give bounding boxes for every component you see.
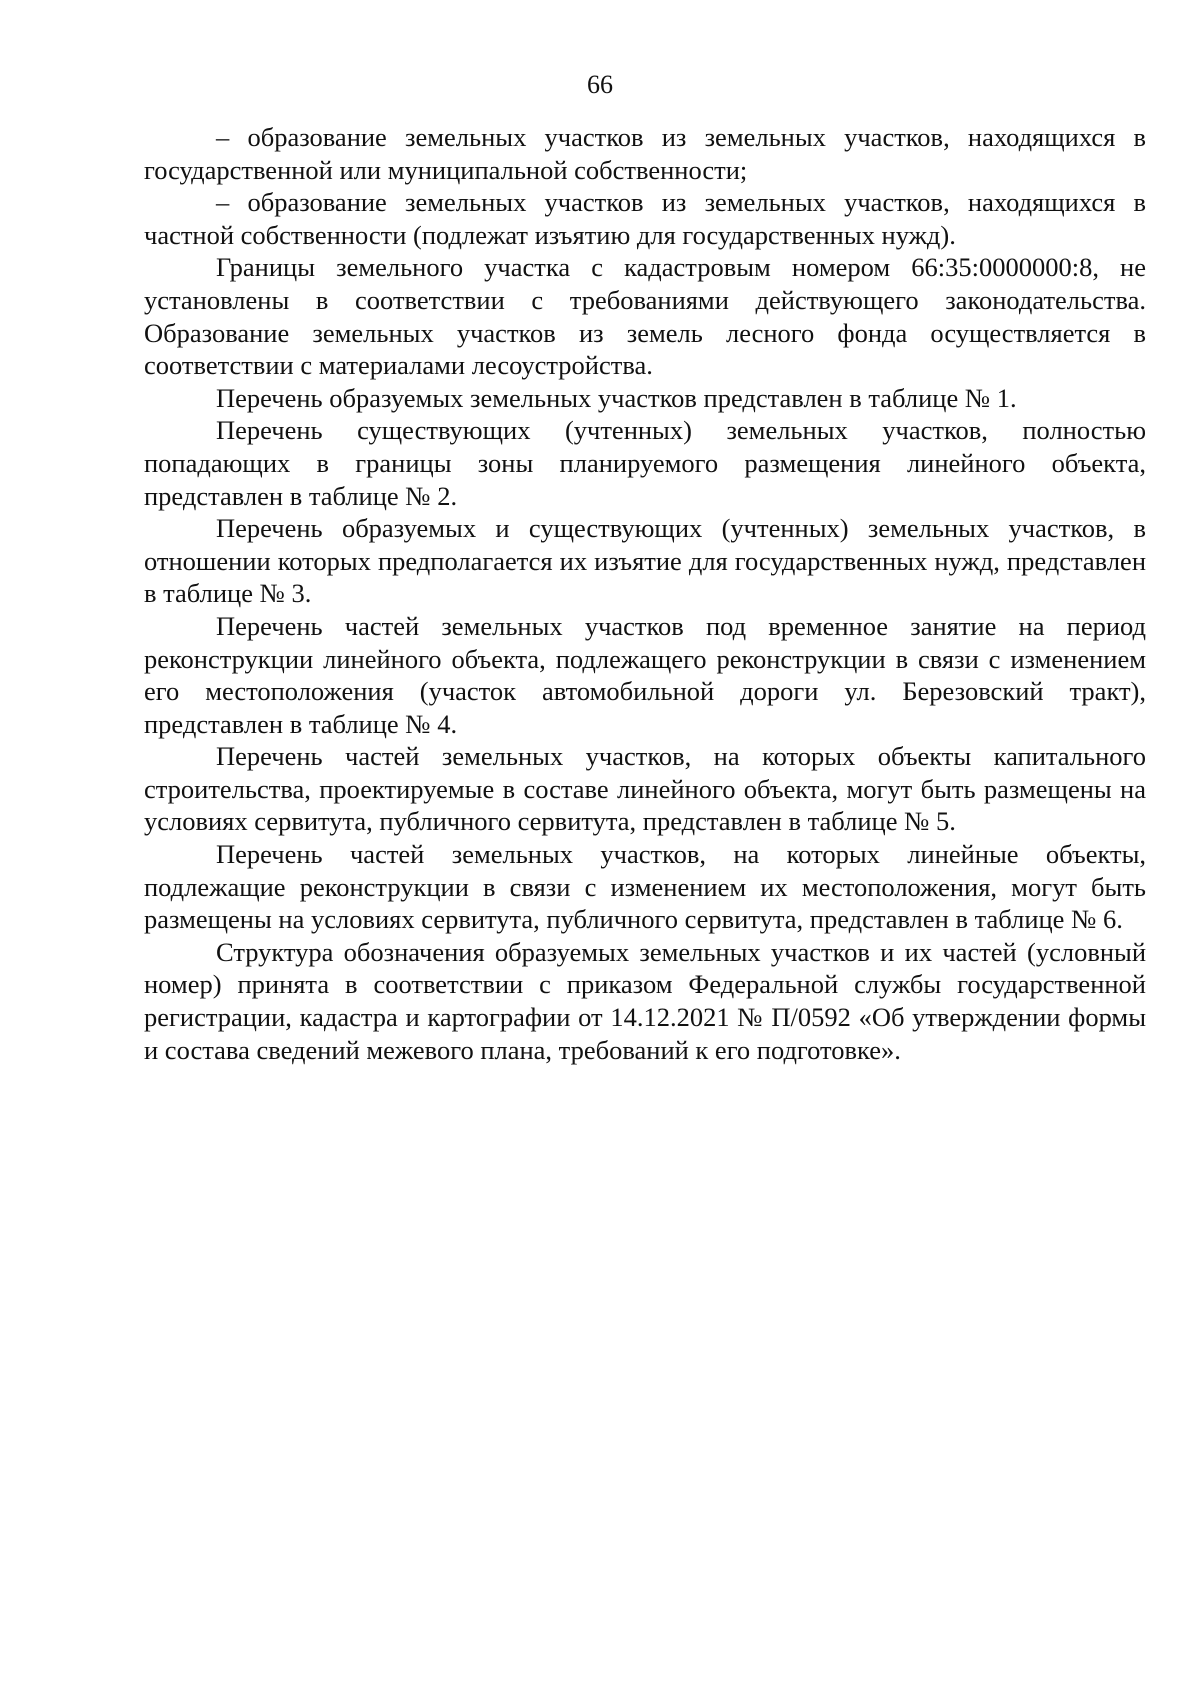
- paragraph-table-5-reference: Перечень частей земельных участков, на которых объекты капитального строительства, проектируемые в составе линейного объекта, могут быть размещены на условиях сервитута, публичного сервитута, представлен в таблице № 5.: [144, 741, 1146, 837]
- paragraph-table-4-reference: Перечень частей земельных участков под временное занятие на период реконструкции линейного объекта, подлежащего реконструкции в связи с изменением его местоположения (участок автомобильной дороги ул. Березовский тракт), представлен в таблице № 4.: [144, 610, 1146, 739]
- page-number: 66: [587, 70, 613, 99]
- paragraph-table-6-reference: Перечень частей земельных участков, на которых линейные объекты, подлежащие реконструкции в связи с изменением их местоположения, могут быть размещены на условиях сервитута, публичного сервитута, представлен в таблице № 6.: [144, 839, 1146, 935]
- paragraph-numbering-structure: Структура обозначения образуемых земельных участков и их частей (условный номер) принята в соответствии с приказом Федеральной службы государственной регистрации, кадастра и картографии от 14.12.2021 № П/0592 «Об утверждении формы и состава сведений межевого плана, требований к его подготовке».: [144, 936, 1146, 1065]
- paragraph-table-1-reference: Перечень образуемых земельных участков представлен в таблице № 1.: [216, 382, 1017, 413]
- paragraph-private-formation: – образование земельных участков из земельных участков, находящихся в частной собственности (подлежат изъятию для государственных нужд).: [144, 187, 1146, 250]
- document-body: [144, 121, 1146, 1066]
- paragraph-state-municipal-formation: – образование земельных участков из земельных участков, находящихся в государственной или муниципальной собственности;: [144, 122, 1146, 185]
- paragraph-table-3-reference: Перечень образуемых и существующих (учтенных) земельных участков, в отношении которых предполагается их изъятие для государственных нужд, представлен в таблице № 3.: [144, 513, 1146, 609]
- paragraph-cadastral-boundaries: Границы земельного участка с кадастровым номером 66:35:0000000:8, не установлены в соответствии с требованиями действующего законодательства. Образование земельных участков из земель лесного фонда осуществляется в соответствии с материалами лесоустройства.: [144, 252, 1146, 381]
- paragraph-table-2-reference: Перечень существующих (учтенных) земельных участков, полностью попадающих в границы зоны планируемого размещения линейного объекта, представлен в таблице № 2.: [144, 415, 1146, 511]
